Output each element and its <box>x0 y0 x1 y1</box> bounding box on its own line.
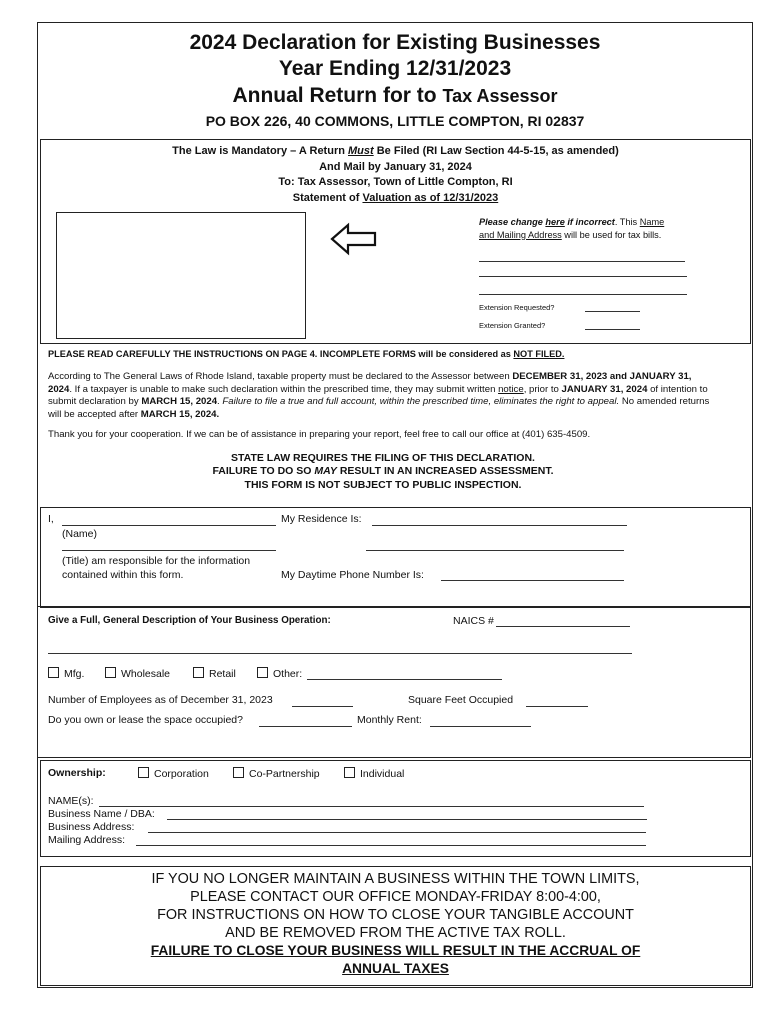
title3-part-b: Tax Assessor <box>442 86 558 106</box>
mailing-address-window <box>56 212 306 339</box>
naics-field[interactable] <box>496 626 630 627</box>
ownership-individual[interactable]: Individual <box>344 767 404 780</box>
declarant-name-field[interactable] <box>62 525 276 526</box>
checkbox-wholesale[interactable] <box>105 667 116 678</box>
law-line1: The Law is Mandatory – A Return Must Be Filed (RI Law Section 44-5-15, as amended) <box>172 145 619 157</box>
address-change-note: Please change here if incorrect. This Name and Mailing Address will be used for tax bills. <box>479 217 665 240</box>
dba-field[interactable] <box>167 819 647 820</box>
checkbox-mfg[interactable] <box>48 667 59 678</box>
thank-you-text: Thank you for your cooperation. If we can be of assistance in preparing your report, feel free to call our office at (401) 635-4509. <box>48 429 591 440</box>
business-address-field[interactable] <box>148 832 646 833</box>
close-account-notice <box>40 870 751 978</box>
business-section <box>37 606 751 758</box>
form-title-line3 <box>40 82 750 110</box>
mailing-address-field[interactable] <box>136 845 646 846</box>
employees-field[interactable] <box>292 706 353 707</box>
extension-granted-label: Extension Granted? <box>479 321 546 330</box>
law-line3: To: Tax Assessor, Town of Little Compton, RI <box>278 176 513 188</box>
business-type-wholesale[interactable]: Wholesale <box>105 667 170 680</box>
address-correction-line-2[interactable] <box>479 276 687 277</box>
ownership-partnership[interactable]: Co-Partnership <box>233 767 320 780</box>
law-line4: Statement of Valuation as of 12/31/2023 <box>292 191 499 204</box>
checkbox-retail[interactable] <box>193 667 204 678</box>
business-description-field[interactable] <box>48 653 632 654</box>
names-label: NAME(s): <box>48 795 94 807</box>
residence-field-2[interactable] <box>366 550 624 551</box>
phone-field[interactable] <box>441 580 624 581</box>
i-label: I, <box>48 513 54 525</box>
checkbox-individual[interactable] <box>344 767 355 778</box>
business-type-other[interactable]: Other: <box>257 667 302 680</box>
rent-label: Monthly Rent: <box>357 714 422 726</box>
other-type-field[interactable] <box>307 679 502 680</box>
own-lease-field[interactable] <box>259 726 352 727</box>
declarant-title-field[interactable] <box>62 550 276 551</box>
naics-label: NAICS # <box>453 615 494 627</box>
form-title-line1: 2024 Declaration for Existing Businesses <box>189 31 601 54</box>
residence-label: My Residence Is: <box>281 513 362 525</box>
sqft-label: Square Feet Occupied <box>408 694 514 706</box>
instructions-heading: PLEASE READ CAREFULLY THE INSTRUCTIONS ON PAGE 4. INCOMPLETE FORMS will be considered as NOT FILED. <box>48 349 565 359</box>
notice-line2: PLEASE CONTACT OUR OFFICE MONDAY-FRIDAY 8:00-4:00, <box>190 889 601 905</box>
notice-line6: ANNUAL TAXES <box>342 961 449 976</box>
title3-part-a: Annual Return for to <box>232 84 437 107</box>
names-field[interactable] <box>99 806 644 807</box>
extension-requested-field[interactable] <box>585 311 640 312</box>
business-description-label: Give a Full, General Description of Your Business Operation: <box>48 615 331 626</box>
name-label: (Name) <box>62 528 98 540</box>
state-law-line3: THIS FORM IS NOT SUBJECT TO PUBLIC INSPECTION. <box>244 478 522 491</box>
business-type-mfg[interactable]: Mfg. <box>48 667 84 680</box>
checkbox-corporation[interactable] <box>138 767 149 778</box>
title-label: (Title) am responsible for the information <box>62 555 251 567</box>
state-law-line1: STATE LAW REQUIRES THE FILING OF THIS DECLARATION. <box>231 451 535 464</box>
business-address-label: Business Address: <box>48 821 135 833</box>
own-lease-label: Do you own or lease the space occupied? <box>48 714 243 726</box>
address-correction-line-1[interactable] <box>479 261 685 262</box>
left-arrow-icon <box>330 222 378 256</box>
sqft-field[interactable] <box>526 706 588 707</box>
residence-field-1[interactable] <box>372 525 627 526</box>
notice-line5: FAILURE TO CLOSE YOUR BUSINESS WILL RESULT IN THE ACCRUAL OF <box>150 943 641 958</box>
assessor-address: PO BOX 226, 40 COMMONS, LITTLE COMPTON, RI 02837 <box>205 113 585 129</box>
dba-label: Business Name / DBA: <box>48 808 155 820</box>
extension-requested-label: Extension Requested? <box>479 303 555 312</box>
notice-line3: FOR INSTRUCTIONS ON HOW TO CLOSE YOUR TANGIBLE ACCOUNT <box>157 907 634 923</box>
state-law-notice <box>48 452 718 493</box>
phone-label: My Daytime Phone Number Is: <box>281 569 424 581</box>
checkbox-other[interactable] <box>257 667 268 678</box>
contained-label: contained within this form. <box>62 569 184 581</box>
business-type-retail[interactable]: Retail <box>193 667 236 680</box>
form-header <box>40 30 750 129</box>
rent-field[interactable] <box>430 726 531 727</box>
notice-line4: AND BE REMOVED FROM THE ACTIVE TAX ROLL. <box>225 925 566 941</box>
state-law-line2: FAILURE TO DO SO MAY RESULT IN AN INCREASED ASSESSMENT. <box>212 465 554 477</box>
form-title-line2: Year Ending 12/31/2023 <box>278 57 512 80</box>
address-correction-line-3[interactable] <box>479 294 687 295</box>
notice-line1: IF YOU NO LONGER MAINTAIN A BUSINESS WITHIN THE TOWN LIMITS, <box>151 871 640 887</box>
employees-label: Number of Employees as of December 31, 2023 <box>48 694 273 706</box>
extension-granted-field[interactable] <box>585 329 640 330</box>
law-text <box>40 144 751 206</box>
instructions-section <box>48 348 718 492</box>
ownership-corporation[interactable]: Corporation <box>138 767 209 780</box>
instructions-paragraph: According to The General Laws of Rhode Island, taxable property must be declared to the Assessor between DECEMBER 31, 2023 and JANUARY 31, 2024. If a taxpayer is unable to make such declaration within the prescribed time, they may submit written notice, prior to JANUARY 31, 2024 of intention to submit declaration by MARCH 15, 2024. Failure to file a true and full account, within the prescribed time, eliminates the right to appeal. No amended returns will be accepted after MARCH 15, 2024. <box>48 371 710 420</box>
checkbox-co-partnership[interactable] <box>233 767 244 778</box>
ownership-label: Ownership: <box>48 767 106 779</box>
law-line2: And Mail by January 31, 2024 <box>319 160 472 173</box>
mailing-address-label: Mailing Address: <box>48 834 126 846</box>
